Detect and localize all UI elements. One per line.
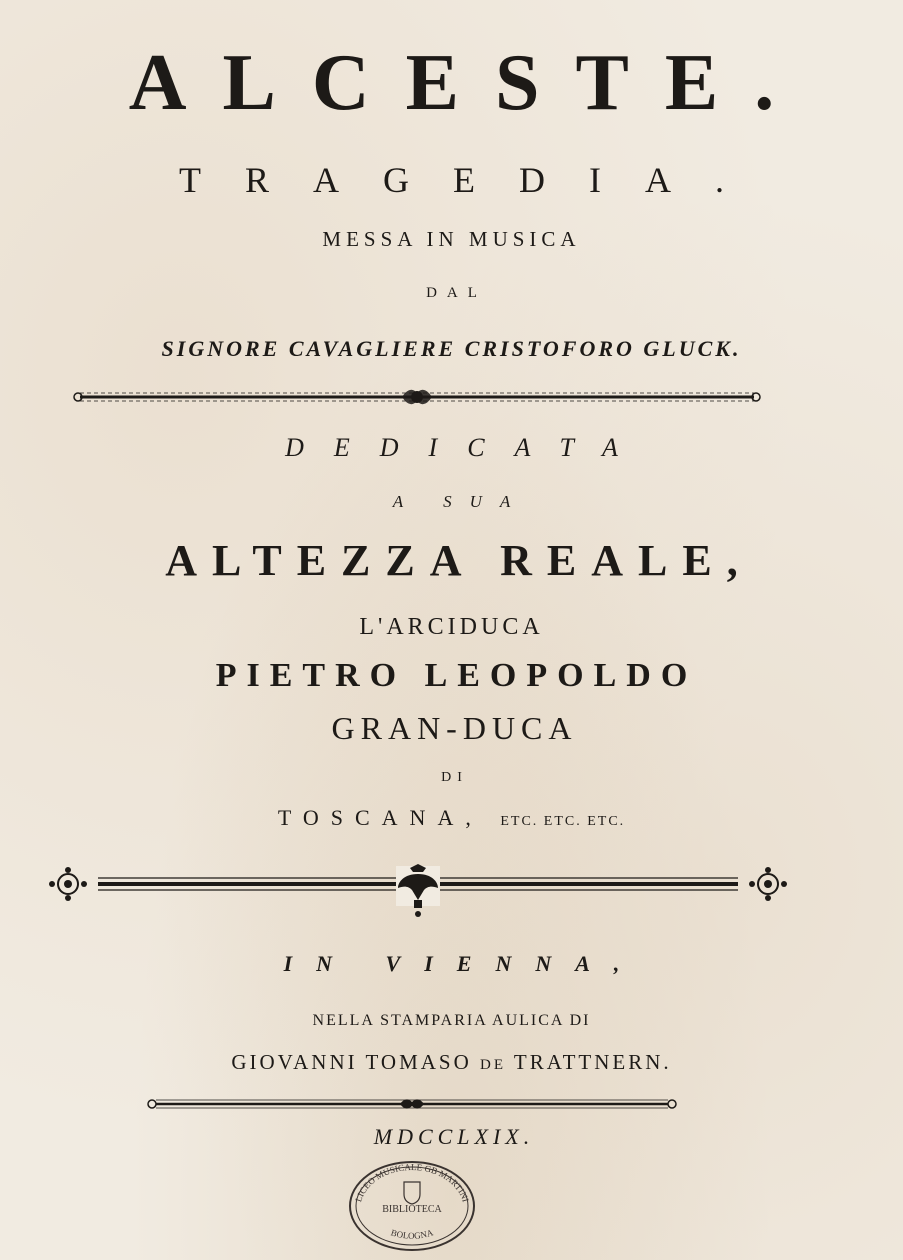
royal-highness-line: ALTEZZA REALE, bbox=[165, 536, 753, 585]
left-flourish bbox=[49, 867, 87, 901]
ornamental-rule-crest bbox=[38, 862, 798, 922]
archduke-line: L'ARCIDUCA bbox=[359, 614, 544, 640]
right-flourish bbox=[749, 867, 787, 901]
to-his-line: A SUA bbox=[392, 492, 529, 511]
genre-subtitle: TRAGEDIA. bbox=[179, 160, 768, 200]
by-line: DAL bbox=[426, 285, 487, 301]
of-line: DI bbox=[441, 770, 468, 785]
stamp-bottom-text: BOLOGNA bbox=[389, 1227, 435, 1241]
shield-icon bbox=[404, 1182, 420, 1204]
place-name: TOSCANA, bbox=[277, 805, 483, 830]
work-title: ALCESTE. bbox=[128, 39, 811, 127]
eagle-crest-icon bbox=[396, 864, 440, 917]
publication-year: MDCCLXIX. bbox=[373, 1124, 535, 1149]
etc-text: ETC. ETC. ETC. bbox=[500, 814, 626, 829]
grand-duke-line: GRAN-DUCA bbox=[331, 710, 578, 746]
printer-surname: TRATTNERN. bbox=[513, 1050, 672, 1074]
dedicatee-name: PIETRO LEOPOLDO bbox=[215, 657, 698, 694]
stamp-top-text: LICEO MUSICALE GB MARTINI bbox=[353, 1161, 471, 1204]
library-stamp bbox=[346, 1158, 478, 1254]
printer-first-names: GIOVANNI TOMASO bbox=[231, 1050, 472, 1074]
ornamental-rule-bottom bbox=[146, 1094, 678, 1114]
printer-intro-line: NELLA STAMPARIA AULICA DI bbox=[312, 1012, 591, 1029]
city-line: IN VIENNA, bbox=[283, 951, 644, 976]
ornamental-rule-top bbox=[72, 383, 762, 411]
set-to-music-line: MESSA IN MUSICA bbox=[322, 227, 581, 251]
dedicated-line: DEDICATA bbox=[285, 433, 648, 462]
printer-name-line bbox=[0, 1048, 903, 1079]
printer-de: DE bbox=[480, 1057, 507, 1073]
svg-text:BOLOGNA bbox=[390, 1227, 435, 1241]
place-line bbox=[0, 804, 903, 836]
composer-line: SIGNORE CAVAGLIERE CRISTOFORO GLUCK. bbox=[161, 336, 742, 361]
stamp-middle-text: BIBLIOTECA bbox=[382, 1204, 442, 1215]
